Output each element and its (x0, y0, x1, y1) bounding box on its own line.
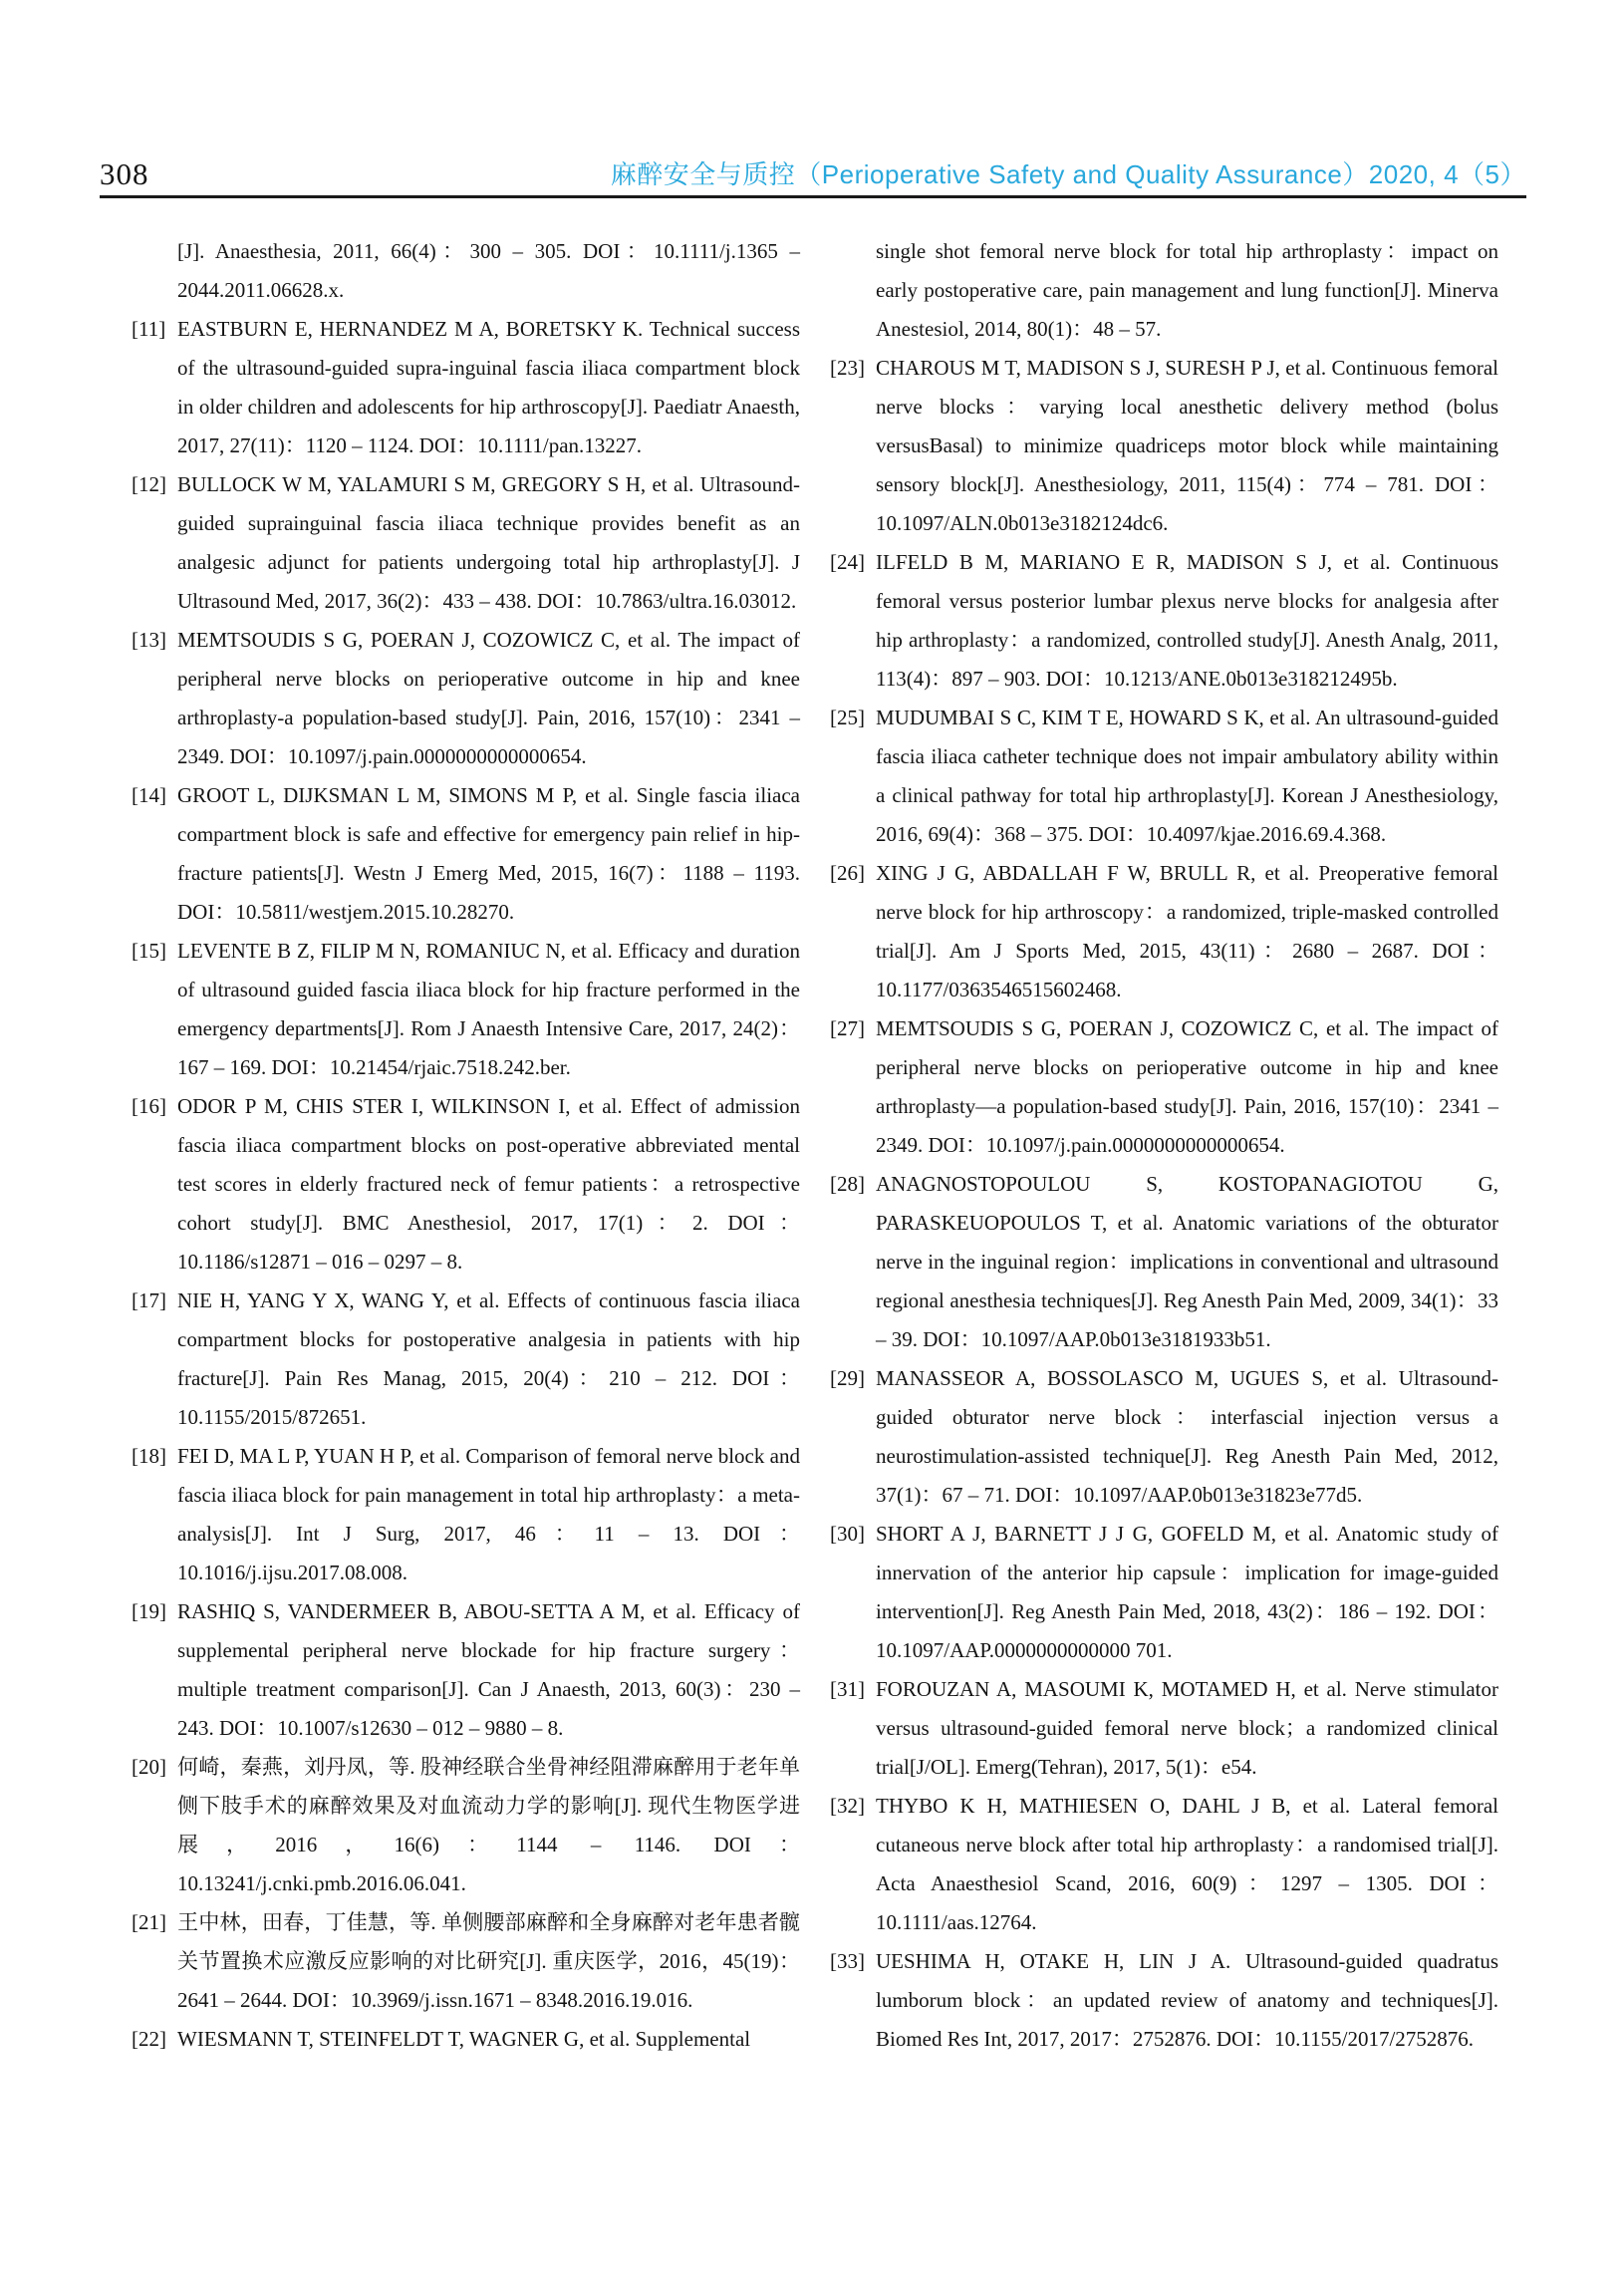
page-number: 308 (100, 156, 149, 191)
reference-item (132, 776, 800, 932)
reference-number: [29] (830, 1366, 865, 1390)
reference-number: [30] (830, 1522, 865, 1546)
reference-number: [15] (132, 939, 166, 963)
reference-number: [27] (830, 1016, 865, 1040)
reference-item (132, 1087, 800, 1282)
reference-number: [20] (132, 1755, 166, 1779)
reference-text: ILFELD B M, MARIANO E R, MADISON S J, et al. Continuous femoral versus posterior lumbar plexus nerve blocks for analgesia after hip arthroplasty：a randomized, controlled study[J]. Anesth Analg, 2011, 113(4)：897 – 903. DOI：10.1213/ANE.0b013e318212495b. (876, 550, 1498, 691)
reference-text: MEMTSOUDIS S G, POERAN J, COZOWICZ C, et al. The impact of peripheral nerve blocks on perioperative outcome in hip and knee arthroplasty-a population-based study[J]. Pain, 2016, 157(10)：2341 – 2349. DOI：10.1097/j.pain.0000000000000654. (177, 628, 800, 768)
reference-number: [32] (830, 1794, 865, 1818)
reference-text: CHAROUS M T, MADISON S J, SURESH P J, et al. Continuous femoral nerve blocks：varying local anesthetic delivery method (bolus versusBasal) to minimize quadriceps motor block while maintaining sensory block[J]. Anesthesiology, 2011, 115(4)：774 – 781. DOI：10.1097/ALN.0b013e3182124dc6. (876, 356, 1498, 535)
reference-number: [11] (132, 317, 166, 341)
reference-item (132, 465, 800, 621)
reference-item (830, 1165, 1498, 1359)
reference-item (830, 543, 1498, 699)
reference-text: 何崎，秦燕，刘丹凤，等. 股神经联合坐骨神经阻滞麻醉用于老年单侧下肢手术的麻醉效果及对血流动力学的影响[J]. 现代生物医学进展，2016，16(6)：1144 – 1146. DOI：10.13241/j.cnki.pmb.2016.06.041. (177, 1755, 800, 1895)
reference-text: ODOR P M, CHIS STER I, WILKINSON I, et al. Effect of admission fascia iliaca compartment blocks on post-operative abbreviated mental test scores in elderly fractured neck of femur patients：a retrospective cohort study[J]. BMC Anesthesiol, 2017, 17(1)：2. DOI：10.1186/s12871 – 016 – 0297 – 8. (177, 1094, 800, 1274)
reference-item (830, 1009, 1498, 1165)
references-left-column (132, 232, 800, 2059)
reference-number: [17] (132, 1288, 166, 1312)
reference-text: WIESMANN T, STEINFELDT T, WAGNER G, et al. Supplemental (177, 2027, 751, 2051)
reference-text: GROOT L, DIJKSMAN L M, SIMONS M P, et al. Single fascia iliaca compartment block is safe and effective for emergency pain relief in hip-fracture patients[J]. Westn J Emerg Med, 2015, 16(7)：1188 – 1193. DOI：10.5811/westjem.2015.10.28270. (177, 783, 800, 924)
reference-number: [26] (830, 861, 865, 885)
reference-item (830, 1787, 1498, 1942)
reference-text: single shot femoral nerve block for total hip arthroplasty：impact on early postoperative care, pain management and lung function[J]. Minerva Anestesiol, 2014, 80(1)：48 – 57. (876, 239, 1498, 341)
reference-text: MUDUMBAI S C, KIM T E, HOWARD S K, et al. An ultrasound-guided fascia iliaca catheter technique does not impair ambulatory ability within a clinical pathway for total hip arthroplasty[J]. Korean J Anesthesiology, 2016, 69(4)：368 – 375. DOI：10.4097/kjae.2016.69.4.368. (876, 706, 1498, 846)
references-section (132, 232, 1498, 2059)
reference-text: EASTBURN E, HERNANDEZ M A, BORETSKY K. Technical success of the ultrasound-guided supra-inguinal fascia iliaca compartment block in older children and adolescents for hip arthroscopy[J]. Paediatr Anaesth, 2017, 27(11)：1120 – 1124. DOI：10.1111/pan.13227. (177, 317, 800, 457)
reference-text: SHORT A J, BARNETT J J G, GOFELD M, et al. Anatomic study of innervation of the anterior hip capsule：implication for image-guided intervention[J]. Reg Anesth Pain Med, 2018, 43(2)：186 – 192. DOI：10.1097/AAP.0000000000000 701. (876, 1522, 1498, 1662)
reference-number: [19] (132, 1599, 166, 1623)
reference-item (132, 232, 800, 310)
reference-item (830, 349, 1498, 543)
reference-text: THYBO K H, MATHIESEN O, DAHL J B, et al. Lateral femoral cutaneous nerve block after total hip arthroplasty：a randomised trial[J]. Acta Anaesthesiol Scand, 2016, 60(9)：1297 – 1305. DOI：10.1111/aas.12764. (876, 1794, 1498, 1934)
reference-text: MEMTSOUDIS S G, POERAN J, COZOWICZ C, et al. The impact of peripheral nerve blocks on perioperative outcome in hip and knee arthroplasty—a population-based study[J]. Pain, 2016, 157(10)：2341 – 2349. DOI：10.1097/j.pain.0000000000000654. (876, 1016, 1498, 1157)
reference-item (830, 854, 1498, 1009)
reference-text: [J]. Anaesthesia, 2011, 66(4)：300 – 305. DOI：10.1111/j.1365 – 2044.2011.06628.x. (177, 239, 800, 302)
reference-number: [33] (830, 1949, 865, 1973)
journal-title: 麻醉安全与质控（Perioperative Safety and Quality Assurance）2020, 4（5） (610, 159, 1526, 190)
reference-item (132, 1282, 800, 1437)
reference-text: NIE H, YANG Y X, WANG Y, et al. Effects of continuous fascia iliaca compartment blocks for postoperative analgesia in patients with hip fracture[J]. Pain Res Manag, 2015, 20(4)：210 – 212. DOI：10.1155/2015/872651. (177, 1288, 800, 1429)
reference-item (132, 1437, 800, 1592)
reference-item (132, 1592, 800, 1748)
reference-number: [25] (830, 706, 865, 729)
reference-item (132, 310, 800, 465)
reference-number: [23] (830, 356, 865, 380)
reference-item (132, 1748, 800, 1903)
page-header (100, 138, 1526, 189)
reference-text: 王中林，田春，丁佳慧，等. 单侧腰部麻醉和全身麻醉对老年患者髋关节置换术应激反应影响的对比研究[J]. 重庆医学，2016，45(19)：2641 – 2644. DOI：10.3969/j.issn.1671 – 8348.2016.19.016. (177, 1910, 800, 2012)
reference-item (830, 1359, 1498, 1515)
reference-number: [18] (132, 1444, 166, 1468)
header-divider (100, 195, 1526, 198)
references-right-column (830, 232, 1498, 2059)
reference-number: [28] (830, 1172, 865, 1196)
reference-item (830, 1515, 1498, 1670)
reference-text: BULLOCK W M, YALAMURI S M, GREGORY S H, et al. Ultrasound-guided suprainguinal fascia iliaca technique provides benefit as an analgesic adjunct for patients undergoing total hip arthroplasty[J]. J Ultrasound Med, 2017, 36(2)：433 – 438. DOI：10.7863/ultra.16.03012. (177, 472, 800, 613)
reference-item (830, 699, 1498, 854)
reference-text: LEVENTE B Z, FILIP M N, ROMANIUC N, et al. Efficacy and duration of ultrasound guided fascia iliaca block for hip fracture performed in the emergency departments[J]. Rom J Anaesth Intensive Care, 2017, 24(2)：167 – 169. DOI：10.21454/rjaic.7518.242.ber. (177, 939, 800, 1079)
reference-item (830, 232, 1498, 349)
reference-text: RASHIQ S, VANDERMEER B, ABOU-SETTA A M, et al. Efficacy of supplemental peripheral nerve blockade for hip fracture surgery：multiple treatment comparison[J]. Can J Anaesth, 2013, 60(3)：230 – 243. DOI：10.1007/s12630 – 012 – 9880 – 8. (177, 1599, 800, 1740)
reference-item (830, 1942, 1498, 2059)
reference-text: XING J G, ABDALLAH F W, BRULL R, et al. Preoperative femoral nerve block for hip arthroscopy：a randomized, triple-masked controlled trial[J]. Am J Sports Med, 2015, 43(11)：2680 – 2687. DOI：10.1177/0363546515602468. (876, 861, 1498, 1001)
reference-number: [14] (132, 783, 166, 807)
reference-number: [31] (830, 1677, 865, 1701)
reference-number: [12] (132, 472, 166, 496)
reference-number: [22] (132, 2027, 166, 2051)
reference-text: FEI D, MA L P, YUAN H P, et al. Comparison of femoral nerve block and fascia iliaca block for pain management in total hip arthroplasty：a meta-analysis[J]. Int J Surg, 2017, 46：11 – 13. DOI：10.1016/j.ijsu.2017.08.008. (177, 1444, 800, 1584)
reference-item (132, 1903, 800, 2020)
reference-text: ANAGNOSTOPOULOU S, KOSTOPANAGIOTOU G, PARASKEUOPOULOS T, et al. Anatomic variations of the obturator nerve in the inguinal region：implications in conventional and ultrasound regional anesthesia techniques[J]. Reg Anesth Pain Med, 2009, 34(1)：33 – 39. DOI：10.1097/AAP.0b013e3181933b51. (876, 1172, 1498, 1351)
reference-text: MANASSEOR A, BOSSOLASCO M, UGUES S, et al. Ultrasound-guided obturator nerve block：interfascial injection versus a neurostimulation-assisted technique[J]. Reg Anesth Pain Med, 2012, 37(1)：67 – 71. DOI：10.1097/AAP.0b013e31823e77d5. (876, 1366, 1498, 1507)
reference-number: [21] (132, 1910, 166, 1934)
reference-item (830, 1670, 1498, 1787)
reference-number: [13] (132, 628, 166, 652)
reference-item (132, 2020, 800, 2059)
reference-number: [24] (830, 550, 865, 574)
reference-text: UESHIMA H, OTAKE H, LIN J A. Ultrasound-guided quadratus lumborum block：an updated review of anatomy and techniques[J]. Biomed Res Int, 2017, 2017：2752876. DOI：10.1155/2017/2752876. (876, 1949, 1498, 2051)
reference-item (132, 621, 800, 776)
reference-text: FOROUZAN A, MASOUMI K, MOTAMED H, et al. Nerve stimulator versus ultrasound-guided femoral nerve block；a randomized clinical trial[J/OL]. Emerg(Tehran), 2017, 5(1)：e54. (876, 1677, 1498, 1779)
reference-item (132, 932, 800, 1087)
reference-number: [16] (132, 1094, 166, 1118)
